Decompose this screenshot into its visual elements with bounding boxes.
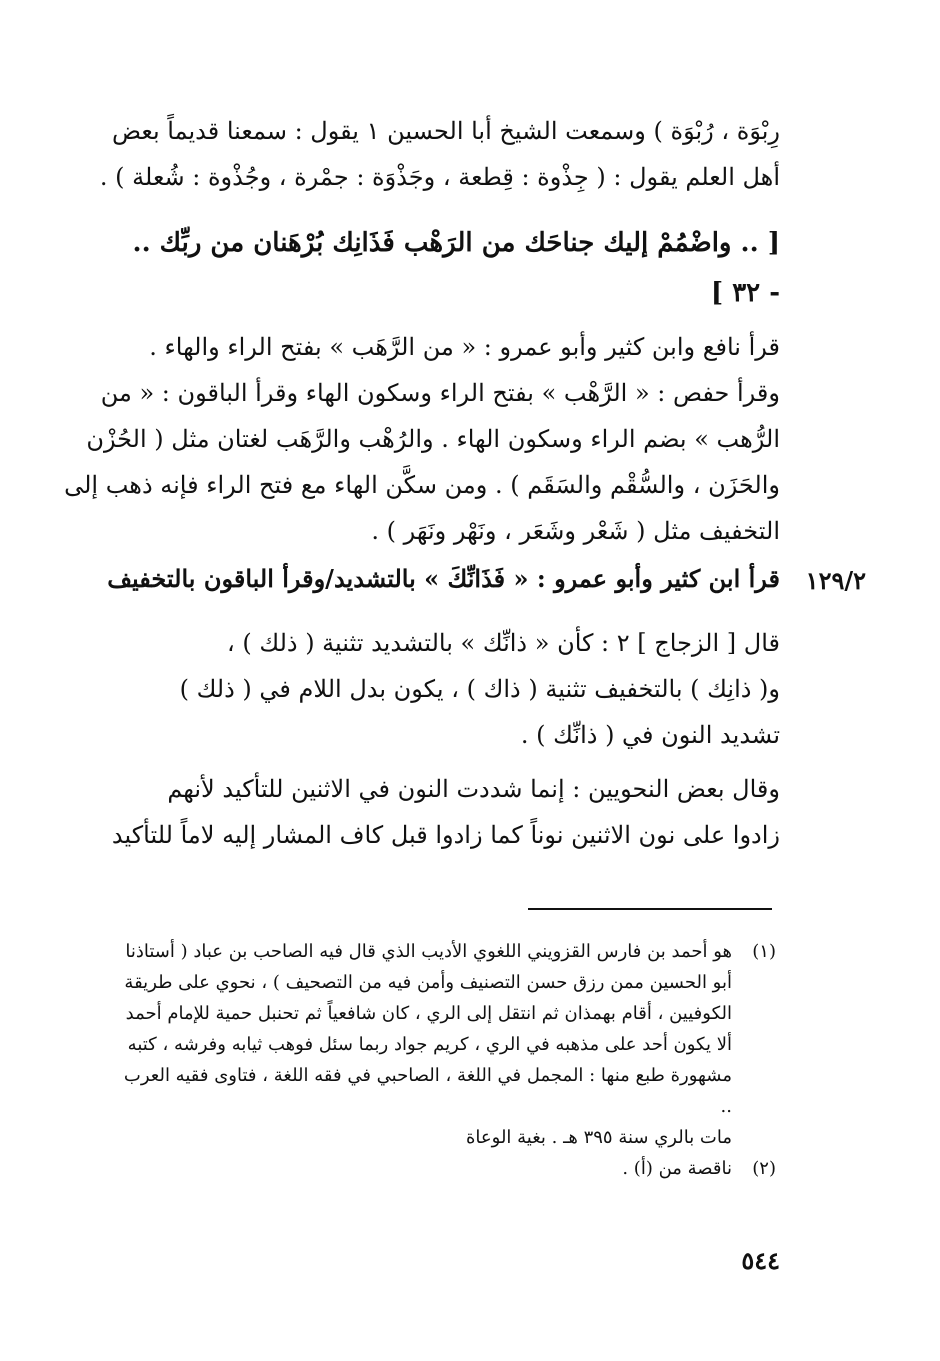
margin-reference: ١٢٩/٢	[805, 566, 866, 595]
footnote-line: مشهورة طبع منها : المجمل في اللغة ، الصاحبي في فقه اللغة ، فتاوى فقيه العرب ..	[123, 1065, 732, 1117]
text-line: قرأ نافع وابن كثير وأبو عمرو : « من الرَّهَب » بفتح الراء والهاء .	[149, 333, 780, 361]
text-line: زادوا على نون الاثنين نوناً كما زادوا قبل كاف المشار إليه لاماً للتأكيد	[111, 821, 780, 849]
footnote-line: الكوفيين ، أقام بهمذان ثم انتقل إلى الري ، كان شافعياً ثم تحنبل حمية للإمام أحمد	[125, 1003, 732, 1024]
paragraph-1	[99, 108, 780, 200]
text-line: قرأ ابن كثير وأبو عمرو : « فَذَانِّكَ » بالتشديد/وقرأ الباقون بالتخفيف	[107, 564, 780, 593]
footnote-number: (١)	[752, 941, 776, 962]
paragraph-4	[112, 620, 780, 758]
paragraph-2	[64, 324, 780, 554]
footnote-line: أبو الحسين ممن رزق حسن التصنيف وأمن فيه من التصحيف ) ، نحوي على طريقة	[124, 972, 732, 993]
footnotes	[108, 936, 776, 1184]
page-number: ٥٤٤	[741, 1246, 780, 1275]
footnote-body	[108, 936, 732, 1153]
footnote-line: ناقصة من (أ) .	[622, 1158, 732, 1179]
text-line: و( ذانِك ) بالتخفيف تثنية ( ذاك ) ، يكون بدل اللام في ( ذلك )	[179, 675, 780, 703]
footnote-2	[108, 1153, 776, 1184]
verse-line: - ٣٢ ]	[710, 278, 780, 308]
paragraph-5	[112, 766, 780, 858]
footnote-divider	[528, 908, 772, 910]
quran-verse	[112, 218, 780, 318]
footnote-line: مات بالري سنة ٣٩٥ هـ . بغية الوعاة	[465, 1127, 732, 1148]
paragraph-3	[107, 556, 780, 602]
footnote-number: (٢)	[752, 1158, 776, 1179]
verse-line: [ .. واضْمُمْ إليك جناحَك من الرَهْب فَذَانِك بُرْهَنان من ربِّك ..	[132, 228, 780, 258]
text-line: قال [ الزجاج ] ٢ : كأن « ذانِّك » بالتشديد تثنية ( ذلك ) ،	[226, 629, 780, 657]
text-line: وقرأ حفص : « الرَّهْب » بفتح الراء وسكون الهاء وقرأ الباقون : « من	[100, 379, 780, 407]
text-line: وقال بعض النحويين : إنما شددت النون في الاثنين للتأكيد لأنهم	[167, 775, 780, 803]
text-line: التخفيف مثل ( شَعْر وشَعَر ، ونَهْر ونَهَر ) .	[371, 517, 780, 545]
text-line: تشديد النون في ( ذانِّك ) .	[520, 721, 780, 749]
text-line: الرُّهب » بضم الراء وسكون الهاء . والرُهْب والرَّهَب لغتان مثل ( الحُزْن	[86, 425, 780, 453]
footnote-1	[108, 936, 776, 1153]
text-line: والحَزَن ، والسُّقْم والسَقَم ) . ومن سكَّن الهاء مع فتح الراء فإنه ذهب إلى	[64, 471, 780, 499]
footnote-body	[108, 1153, 732, 1184]
footnote-line: ألا يكون أحد على مذهبه في الري ، كريم جواد ربما سئل فوهب ثيابه وفرشه ، كتبه	[127, 1034, 732, 1055]
text-line: أهل العلم يقول : ( جِذْوة : قِطعة ، وجَذْوَة : جمْرة ، وجُذْوة : شُعلة ) .	[99, 163, 780, 191]
footnote-line: هو أحمد بن فارس القزويني اللغوي الأديب الذي قال فيه الصاحب بن عباد ( أستاذنا	[125, 941, 732, 962]
text-line: رِبْوَة ، رُبْوَة ) وسمعت الشيخ أبا الحسين ١ يقول : سمعنا قديماً بعض	[111, 117, 780, 145]
